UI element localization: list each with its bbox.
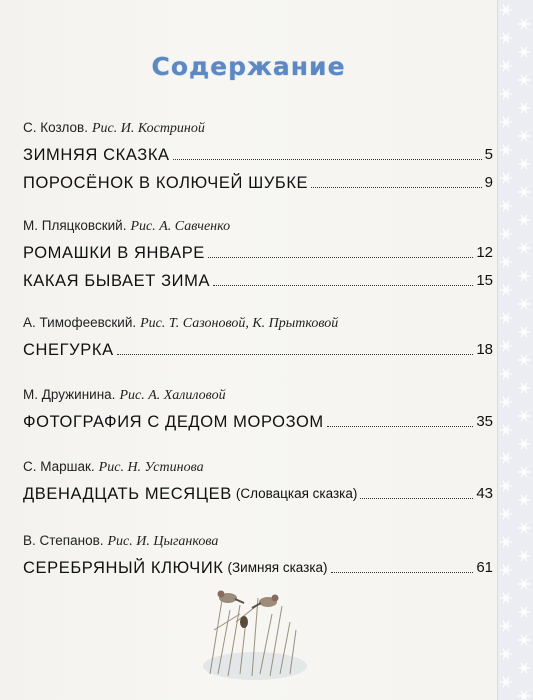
dot-leader: [311, 187, 482, 188]
toc-section: [23, 120, 493, 193]
story-subtitle: (Зимняя сказка): [227, 560, 328, 575]
illustrator-credit: Рис. А. Савченко: [130, 219, 231, 234]
toc-entry[interactable]: [23, 267, 493, 291]
toc-entry[interactable]: [23, 480, 493, 504]
toc-section: [23, 218, 493, 291]
story-title: КАКАЯ БЫВАЕТ ЗИМА: [23, 272, 211, 290]
illustrator-credit: Рис. И. Костриной: [91, 121, 205, 136]
toc-entry[interactable]: [23, 239, 493, 263]
story-title: РОМАШКИ В ЯНВАРЕ: [23, 244, 205, 262]
story-title: ЗИМНЯЯ СКАЗКА: [23, 146, 170, 164]
author-line: [23, 533, 493, 550]
toc-section: [23, 315, 493, 360]
author-name: А. Тимофеевский.: [23, 315, 137, 330]
dot-leader: [360, 498, 473, 499]
author-line: [23, 459, 493, 476]
illustrator-credit: Рис. И. Цыганкова: [107, 534, 219, 549]
page-number: 61: [476, 559, 493, 576]
toc-entry[interactable]: [23, 408, 493, 432]
page-number: 35: [476, 413, 493, 430]
story-title: ПОРОСЁНОК В КОЛЮЧЕЙ ШУБКЕ: [23, 174, 309, 192]
author-name: М. Пляцковский.: [23, 218, 127, 233]
page-number: 15: [476, 272, 493, 289]
snowflake-pattern-icon: [498, 0, 533, 700]
page-number: 18: [476, 341, 493, 358]
dot-leader: [331, 572, 474, 573]
toc-entry[interactable]: [23, 141, 493, 165]
toc-section: [23, 459, 493, 504]
author-name: М. Дружинина.: [23, 387, 116, 402]
dot-leader: [327, 426, 474, 427]
story-title: СНЕГУРКА: [23, 341, 114, 359]
toc-entry[interactable]: [23, 169, 493, 193]
toc-entry[interactable]: [23, 336, 493, 360]
snowflake-border: [497, 0, 533, 700]
author-line: [23, 387, 493, 404]
story-title: СЕРЕБРЯНЫЙ КЛЮЧИК: [23, 559, 224, 577]
author-line: [23, 315, 493, 332]
story-title: ДВЕНАДЦАТЬ МЕСЯЦЕВ: [23, 485, 232, 503]
author-name: В. Степанов.: [23, 533, 104, 548]
author-line: [23, 120, 493, 137]
illustrator-credit: Рис. А. Халиловой: [119, 388, 226, 403]
story-subtitle: (Словацкая сказка): [235, 486, 358, 501]
dot-leader: [173, 159, 482, 160]
page-number: 12: [476, 244, 493, 261]
illustrator-credit: Рис. Т. Сазоновой, К. Прытковой: [140, 316, 339, 331]
author-name: С. Козлов.: [23, 120, 88, 135]
story-title: ФОТОГРАФИЯ С ДЕДОМ МОРОЗОМ: [23, 413, 324, 431]
page-number: 5: [484, 146, 493, 163]
page-title: Содержание: [151, 52, 346, 81]
illustrator-credit: Рис. Н. Устинова: [98, 460, 204, 475]
author-name: С. Маршак.: [23, 459, 95, 474]
toc-section: [23, 387, 493, 432]
birds-illustration-icon: [200, 570, 310, 682]
dot-leader: [117, 354, 474, 355]
page-number: 43: [476, 485, 493, 502]
dot-leader: [213, 285, 473, 286]
dot-leader: [208, 257, 473, 258]
author-line: [23, 218, 493, 235]
page-number: 9: [484, 174, 493, 191]
